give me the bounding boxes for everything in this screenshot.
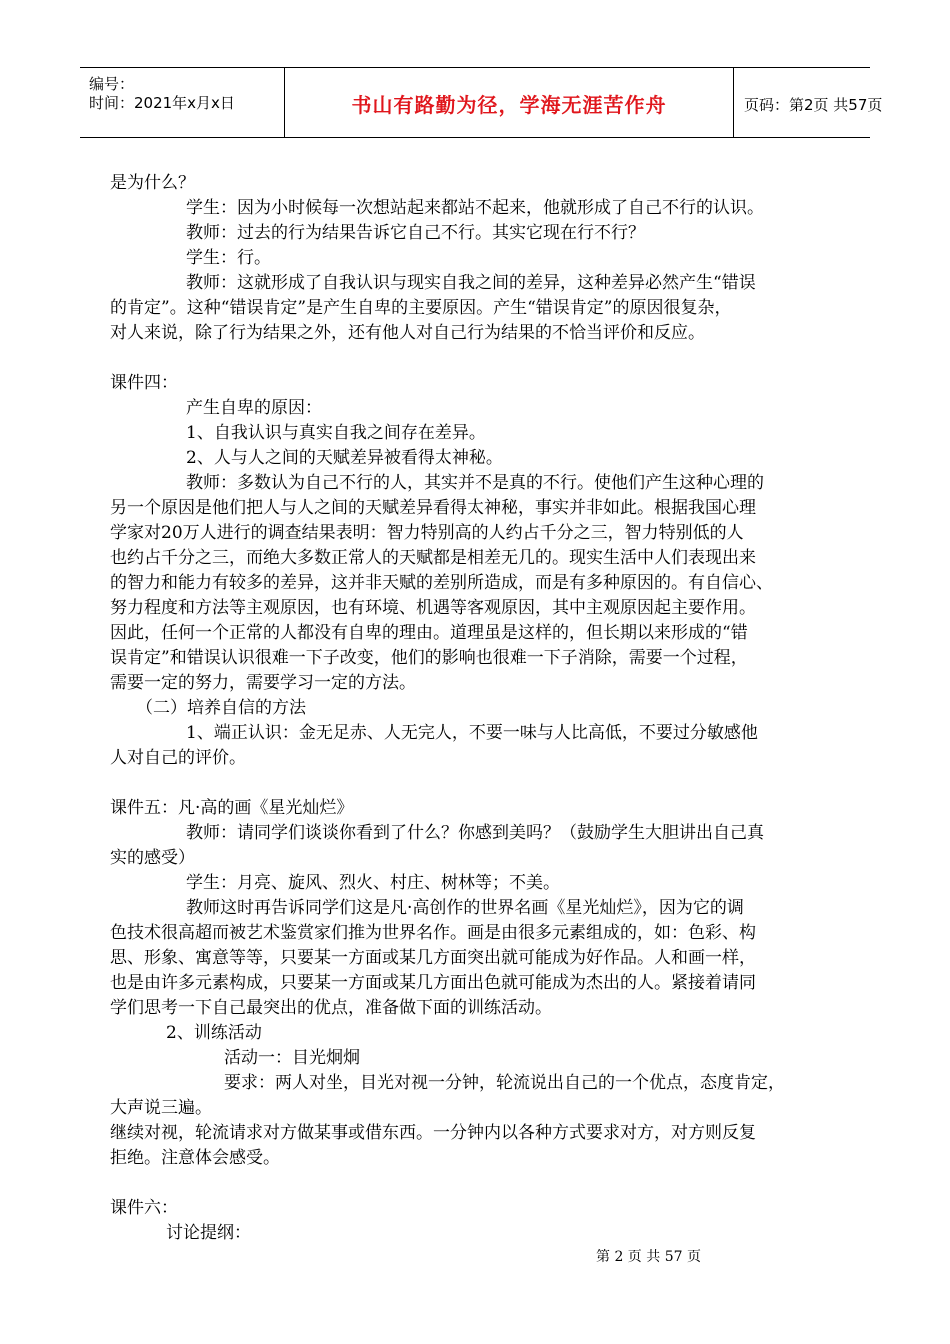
text-line: 因此，任何一个正常的人都没有自卑的理由。道理虽是这样的，但长期以来形成的“错 — [110, 623, 748, 643]
text-line: 教师：这就形成了自我认识与现实自我之间的差异，这种差异必然产生“错误 — [186, 273, 756, 293]
text-line: 需要一定的努力，需要学习一定的方法。 — [110, 673, 416, 693]
text-line: 人对自己的评价。 — [110, 748, 246, 768]
text-line: 继续对视，轮流请求对方做某事或借东西。一分钟内以各种方式要求对方，对方则反复 — [110, 1123, 756, 1143]
page-header — [80, 67, 883, 138]
text-line: 教师：请同学们谈谈你看到了什么？你感到美吗？（鼓励学生大胆讲出自己真 — [186, 823, 764, 843]
text-line: 学生：因为小时候每一次想站起来都站不起来，他就形成了自己不行的认识。 — [186, 198, 764, 218]
text-line: 教师：过去的行为结果告诉它自己不行。其实它现在行不行？ — [186, 223, 645, 243]
section-heading: 课件五：凡·高的画《星光灿烂》 — [110, 798, 354, 818]
text-line: 2、人与人之间的天赋差异被看得太神秘。 — [186, 448, 503, 468]
page-footer: 第 2 页 共 57 页 — [596, 1249, 701, 1265]
text-line: 的肯定”。这种“错误肯定”是产生自卑的主要原因。产生“错误肯定”的原因很复杂， — [110, 298, 732, 318]
subsection-heading: 2、训练活动 — [166, 1023, 262, 1043]
text-line: 学家对20万人进行的调查结果表明：智力特别高的人约占千分之三，智力特别低的人 — [110, 523, 744, 543]
text-line: 色技术很高超而被艺术鉴赏家们推为世界名作。画是由很多元素组成的，如：色彩、构 — [110, 923, 756, 943]
text-line: 学们思考一下自己最突出的优点，准备做下面的训练活动。 — [110, 998, 552, 1018]
text-line: 误肯定”和错误认识很难一下子改变，他们的影响也很难一下子消除，需要一个过程， — [110, 648, 748, 668]
text-line: 思、形象、寓意等等，只要某一方面或某几方面突出就可能成为好作品。人和画一样， — [110, 948, 756, 968]
text-line: 另一个原因是他们把人与人之间的天赋差异看得太神秘，事实并非如此。根据我国心理 — [110, 498, 756, 518]
subsection-heading: （二）培养自信的方法 — [136, 698, 306, 718]
text-line: 讨论提纲： — [166, 1223, 251, 1243]
header-right-cell — [734, 68, 883, 137]
text-line: 教师这时再告诉同学们这是凡·高创作的世界名画《星光灿烂》，因为它的调 — [186, 898, 744, 918]
header-page-info: 页码：第2页 共57页 — [744, 96, 883, 114]
document-date: 时间：2021年x月x日 — [89, 94, 235, 112]
text-line: 的智力和能力有较多的差异，这并非天赋的差别所造成，而是有多种原因的。有自信心、 — [110, 573, 773, 593]
text-line: 活动一：目光炯炯 — [224, 1048, 360, 1068]
text-line: 拒绝。注意体会感受。 — [110, 1148, 280, 1168]
header-left-cell — [80, 68, 285, 137]
text-line: 学生：月亮、旋风、烈火、村庄、树林等；不美。 — [186, 873, 560, 893]
text-line: 对人来说，除了行为结果之外，还有他人对自己行为结果的不恰当评价和反应。 — [110, 323, 705, 343]
text-line: 1、自我认识与真实自我之间存在差异。 — [186, 423, 486, 443]
text-line: 大声说三遍。 — [110, 1098, 212, 1118]
section-heading: 课件四： — [110, 373, 178, 393]
text-line: 是为什么？ — [110, 173, 195, 193]
header-middle-cell — [285, 68, 734, 137]
text-line: 要求：两人对坐，目光对视一分钟，轮流说出自己的一个优点，态度肯定， — [224, 1073, 785, 1093]
text-line: 努力程度和方法等主观原因，也有环境、机遇等客观原因，其中主观原因起主要作用。 — [110, 598, 756, 618]
text-line: 产生自卑的原因： — [186, 398, 322, 418]
text-line: 教师：多数认为自己不行的人，其实并不是真的不行。使他们产生这种心理的 — [186, 473, 764, 493]
text-line: 也约占千分之三，而绝大多数正常人的天赋都是相差无几的。现实生活中人们表现出来 — [110, 548, 756, 568]
text-line: 1、端正认识：金无足赤、人无完人，不要一味与人比高低，不要过分敏感他 — [186, 723, 758, 743]
text-line: 也是由许多元素构成，只要某一方面或某几方面出色就可能成为杰出的人。紧接着请同 — [110, 973, 756, 993]
section-heading: 课件六： — [110, 1198, 178, 1218]
text-line: 学生：行。 — [186, 248, 271, 268]
text-line: 实的感受） — [110, 848, 195, 868]
document-number-label: 编号： — [89, 75, 135, 93]
header-motto: 书山有路勤为径，学海无涯苦作舟 — [351, 93, 667, 117]
